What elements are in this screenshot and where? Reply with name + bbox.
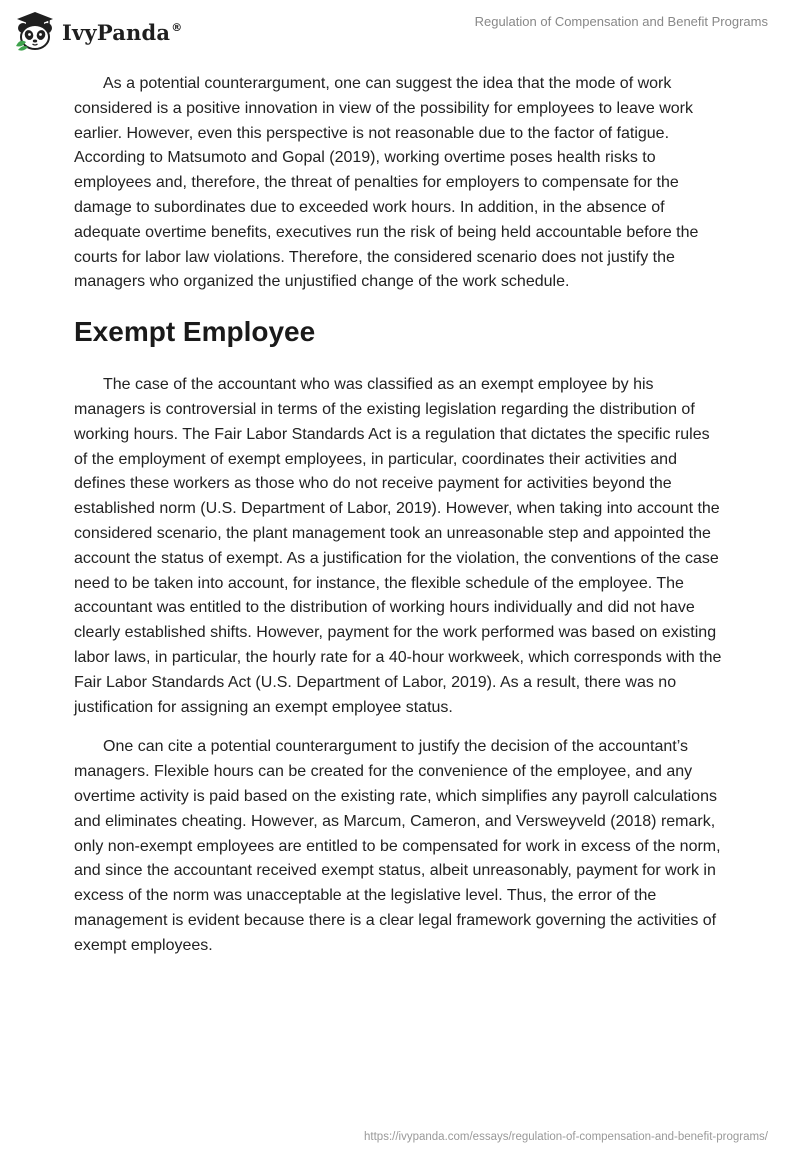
page-header <box>0 0 800 60</box>
paragraph-counterargument-overtime: As a potential counterargument, one can suggest the idea that the mode of work considered is a positive innovation in view of the possibility for employees to leave work earlier. However, even this perspective is not reasonable due to the factor of fatigue. According to Matsumoto and Gopal (2019), working overtime poses health risks to employees and, therefore, the threat of penalties for employers to compensate for the damage to subordinates due to exceeded work hours. In addition, in the absence of adequate overtime benefits, executives run the risk of being held accountable before the courts for labor law violations. Therefore, the considered scenario does not justify the managers who organized the unjustified change of the work schedule. <box>74 75 699 291</box>
paragraph-exempt-employee-case: The case of the accountant who was classified as an exempt employee by his managers is controversial in terms of the existing legislation regarding the distribution of working hours. The Fair Labor Standards Act is a regulation that dictates the specific rules of the employment of exempt employees, in particular, coordinates their activities and defines these workers as those who do not receive payment for activities beyond the established norm (U.S. Department of Labor, 2019). However, when taking into account the considered scenario, the plant management took an unreasonable step and appointed the account the status of exempt. As a justification for the violation, the conventions of the case need to be taken into account, for instance, the flexible schedule of the employee. The accountant was entitled to the distribution of working hours individually and did not have clearly established shifts. However, payment for the work performed was based on existing labor laws, in particular, the hourly rate for a 40-hour workweek, which corresponds with the Fair Labor Standards Act (U.S. Department of Labor, 2019). As a result, there was no justification for assigning an exempt employee status. <box>74 376 722 716</box>
footer-source-url[interactable]: https://ivypanda.com/essays/regulation-of-compensation-and-benefit-programs/ <box>364 1131 768 1143</box>
paragraph-counterargument-exempt: One can cite a potential counterargument to justify the decision of the accountant’s managers. Flexible hours can be created for the convenience of the employee, and any overtime activity is paid based on the existing rate, which simplifies any payroll calculations and eliminates cheating. However, as Marcum, Cameron, and Versweyveld (2018) remark, only non-exempt employees are entitled to be compensated for work in excess of the norm, and since the accountant received exempt status, albeit unreasonably, payment for work in excess of the norm was unacceptable at the legislative level. Thus, the error of the management is evident because there is a clear legal framework governing the activities of exempt employees. <box>74 738 721 954</box>
section-heading: Exempt Employee <box>74 316 316 348</box>
brand-name: IvyPanda® <box>62 19 183 45</box>
essay-content <box>74 72 726 974</box>
brand-registered-mark: ® <box>171 20 183 34</box>
panda-logo-icon <box>14 10 56 52</box>
ivypanda-logo[interactable] <box>14 10 182 52</box>
document-title: Regulation of Compensation and Benefit Programs <box>474 14 768 29</box>
